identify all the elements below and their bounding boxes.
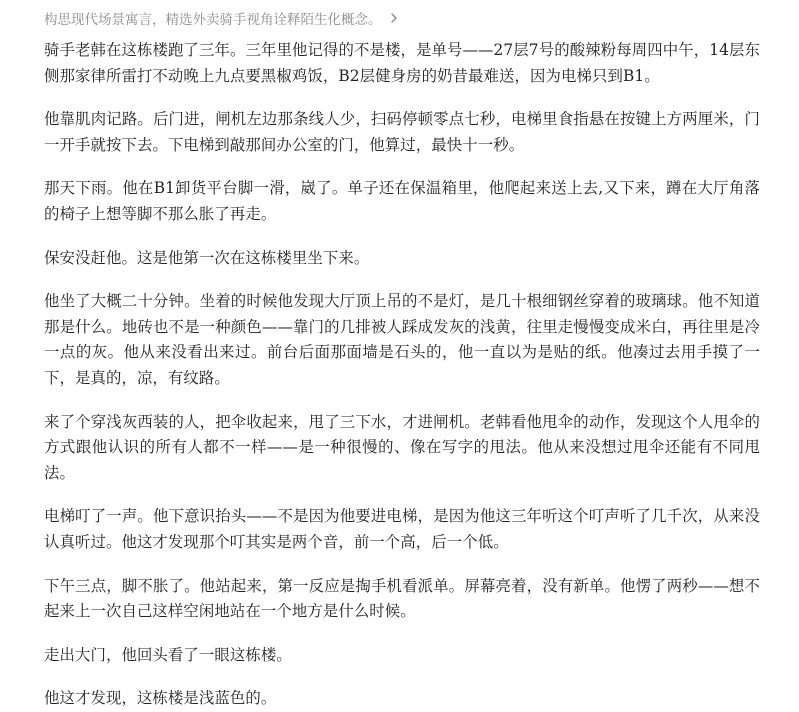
article-paragraph: 保安没赶他。这是他第一次在这栋楼里坐下来。 (44, 248, 370, 267)
article-paragraph: 骑手老韩在这栋楼跑了三年。三年里他记得的不是楼，是单号——27层7号的酸辣粉每周四中午，14层东侧那家律所雷打不动晚上九点要黑椒鸡饭，B2层健身房的奶昔最难送，因为电梯只到B1。 (44, 41, 760, 85)
chevron-right-icon (390, 12, 400, 24)
article-paragraph: 他靠肌肉记路。后门进，闸机左边那条线人少，扫码停顿零点七秒，电梯里食指悬在按键上方两厘米，门一开手就按下去。下电梯到敲那间办公室的门，他算过，最快十一秒。 (44, 110, 760, 154)
article-body (44, 38, 760, 712)
article-paragraph: 他这才发现，这栋楼是浅蓝色的。 (44, 689, 277, 708)
article-paragraph: 他坐了大概二十分钟。坐着的时候他发现大厅顶上吊的不是灯，是几十根细钢丝穿着的玻璃球。他不知道那是什么。地砖也不是一种颜色——靠门的几排被人踩成发灰的浅黄，往里走慢慢变成米白，再往里是冷一点的灰。他从来没看出来过。前台后面那面墙是石头的，他一直以为是贴的纸。他凑过去用手摸了一下，是真的，凉，有纹路。 (44, 292, 760, 387)
breadcrumb-text: 构思现代场景寓言，精选外卖骑手视角诠释陌生化概念。 (44, 12, 382, 28)
article-paragraph: 来了个穿浅灰西装的人，把伞收起来，甩了三下水，才进闸机。老韩看他甩伞的动作，发现这个人甩伞的方式跟他认识的所有人都不一样——是一种很慢的、像在写字的甩法。他从来没想过甩伞还能有不同甩法。 (44, 412, 760, 482)
breadcrumb[interactable] (44, 6, 400, 30)
article-paragraph: 电梯叮了一声。他下意识抬头——不是因为他要进电梯，是因为他这三年听这个叮声听了几千次，从来没认真听过。他这才发现那个叮其实是两个音，前一个高，后一个低。 (44, 507, 760, 551)
article-paragraph: 那天下雨。他在B1卸货平台脚一滑，崴了。单子还在保温箱里，他爬起来送上去,又下来，蹲在大厅角落的椅子上想等脚不那么胀了再走。 (44, 179, 760, 223)
article-paragraph: 下午三点，脚不胀了。他站起来，第一反应是掏手机看派单。屏幕亮着，没有新单。他愣了两秒——想不起来上一次自己这样空闲地站在一个地方是什么时候。 (44, 576, 760, 621)
article-paragraph: 走出大门，他回头看了一眼这栋楼。 (44, 645, 292, 664)
